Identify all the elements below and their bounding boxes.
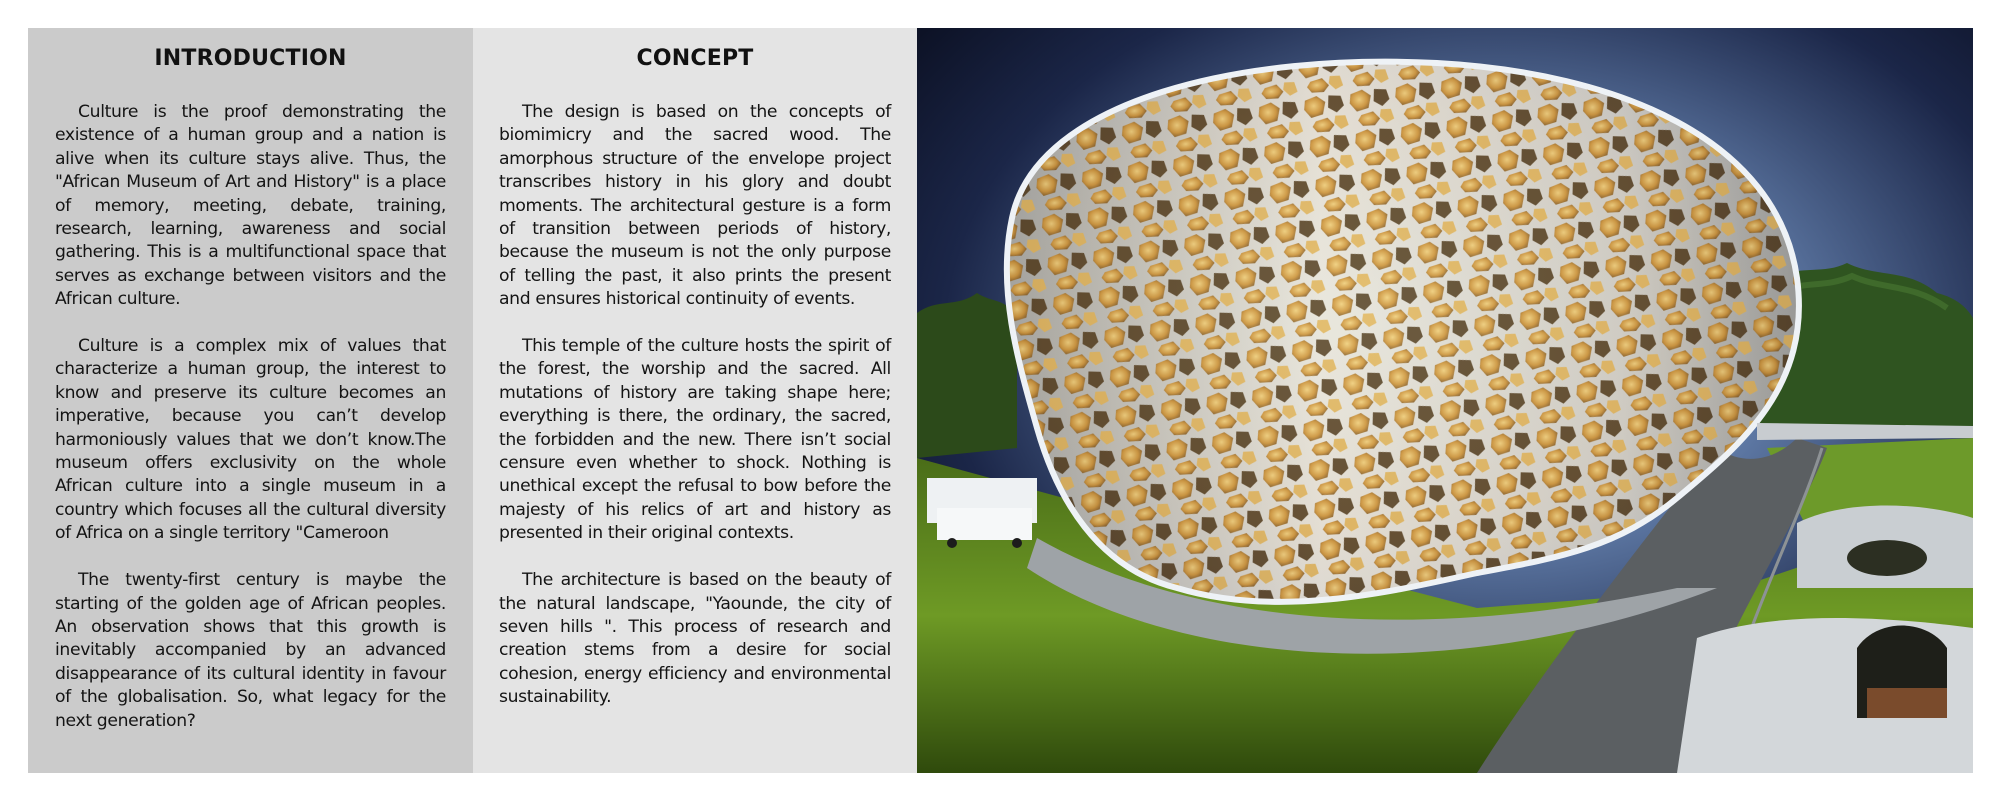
introduction-paragraph-3: The twenty-first century is maybe the starting of the golden age of African peoples. An observation shows that this growth is inevitably accompanied by an advanced disappearance of its cultural identity in favour of the globalisation. So, what legacy for the next generation?: [55, 570, 446, 731]
concept-panel: [473, 28, 917, 773]
introduction-heading: INTRODUCTION: [154, 46, 347, 71]
introduction-panel: [28, 28, 473, 773]
introduction-paragraph-2: Culture is a complex mix of values that characterize a human group, the interest to know and preserve its culture becomes an imperative, because you can’t develop harmoniously values that we don’t know.The museum offers exclusivity on the whole African culture into a single museum in a country which focuses all the cultural diversity of Africa on a single territory "Cameroon: [55, 336, 446, 544]
concept-heading: CONCEPT: [636, 46, 754, 71]
museum-render-illustration: [917, 28, 1973, 773]
concept-paragraph-2: This temple of the culture hosts the spirit of the forest, the worship and the sacred. All mutations of history are taking shape here; everything is there, the ordinary, the sacred, the forbidden and the new. There isn’t social censure even whether to shock. Nothing is unethical except the refusal to bow before the majesty of his relics of art and history as presented in their original contexts.: [499, 336, 891, 544]
concept-paragraph-3: The architecture is based on the beauty of the natural landscape, "Yaounde, the city of seven hills ". This process of research and creation stems from a desire for social cohesion, energy efficiency and environmental sustainability.: [499, 570, 891, 708]
museum-render-image: [917, 28, 1973, 773]
introduction-paragraph-1: Culture is the proof demonstrating the existence of a human group and a nation is alive when its culture stays alive. Thus, the "African Museum of Art and History" is a place of memory, meeting, debate, training, research, learning, awareness and social gathering. This is a multifunctional space that serves as exchange between visitors and the African culture.: [55, 102, 446, 310]
concept-paragraph-1: The design is based on the concepts of biomimicry and the sacred wood. The amorphous structure of the envelope project transcribes history in his glory and doubt moments. The architectural gesture is a form of transition between periods of history, because the museum is not the only purpose of telling the past, it also prints the present and ensures historical continuity of events.: [499, 102, 891, 310]
